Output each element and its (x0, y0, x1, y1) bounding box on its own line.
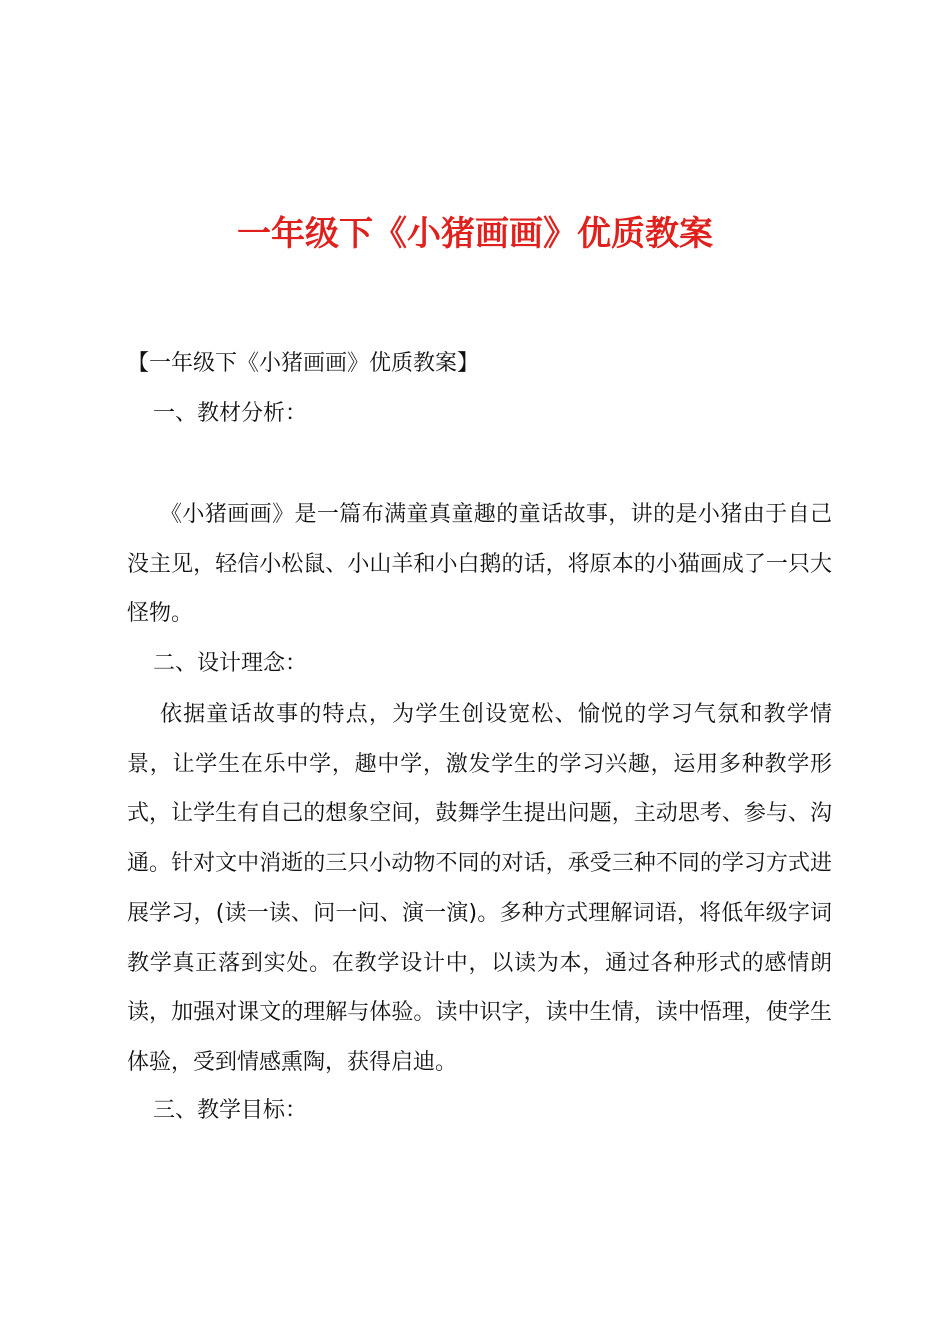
section-heading-1: 一、教材分析： (153, 401, 308, 426)
document-title: 一年级下《小猪画画》优质教案 (237, 214, 713, 254)
section-body-2: 依据童话故事的特点，为学生创设宽松、愉悦的学习气氛和教学情景，让学生在乐中学，趣中学，激发学生的学习兴趣，运用多种教学形式，让学生有自己的想象空间，鼓舞学生提出问题，主动思考、参与、沟通。针对文中消逝的三只小动物不同的对话，承受三种不同的学习方式进展学习，(读一读、问一问、演一演)。多种方式理解词语，将低年级字词教学真正落到实处。在教学设计中，以读为本，通过各种形式的感情朗读，加强对课文的理解与体验。读中识字，读中生情，读中悟理，使学生体验，受到情感熏陶，获得启迪。 (127, 702, 832, 1075)
section-heading-3: 三、教学目标： (153, 1098, 308, 1123)
section-heading-2: 二、设计理念： (153, 651, 308, 676)
section-body-1: 《小猪画画》是一篇布满童真童趣的童话故事，讲的是小猪由于自己没主见，轻信小松鼠、小山羊和小白鹅的话，将原本的小猫画成了一只大怪物。 (127, 502, 832, 627)
document-subtitle: 【一年级下《小猪画画》优质教案】 (127, 351, 480, 376)
